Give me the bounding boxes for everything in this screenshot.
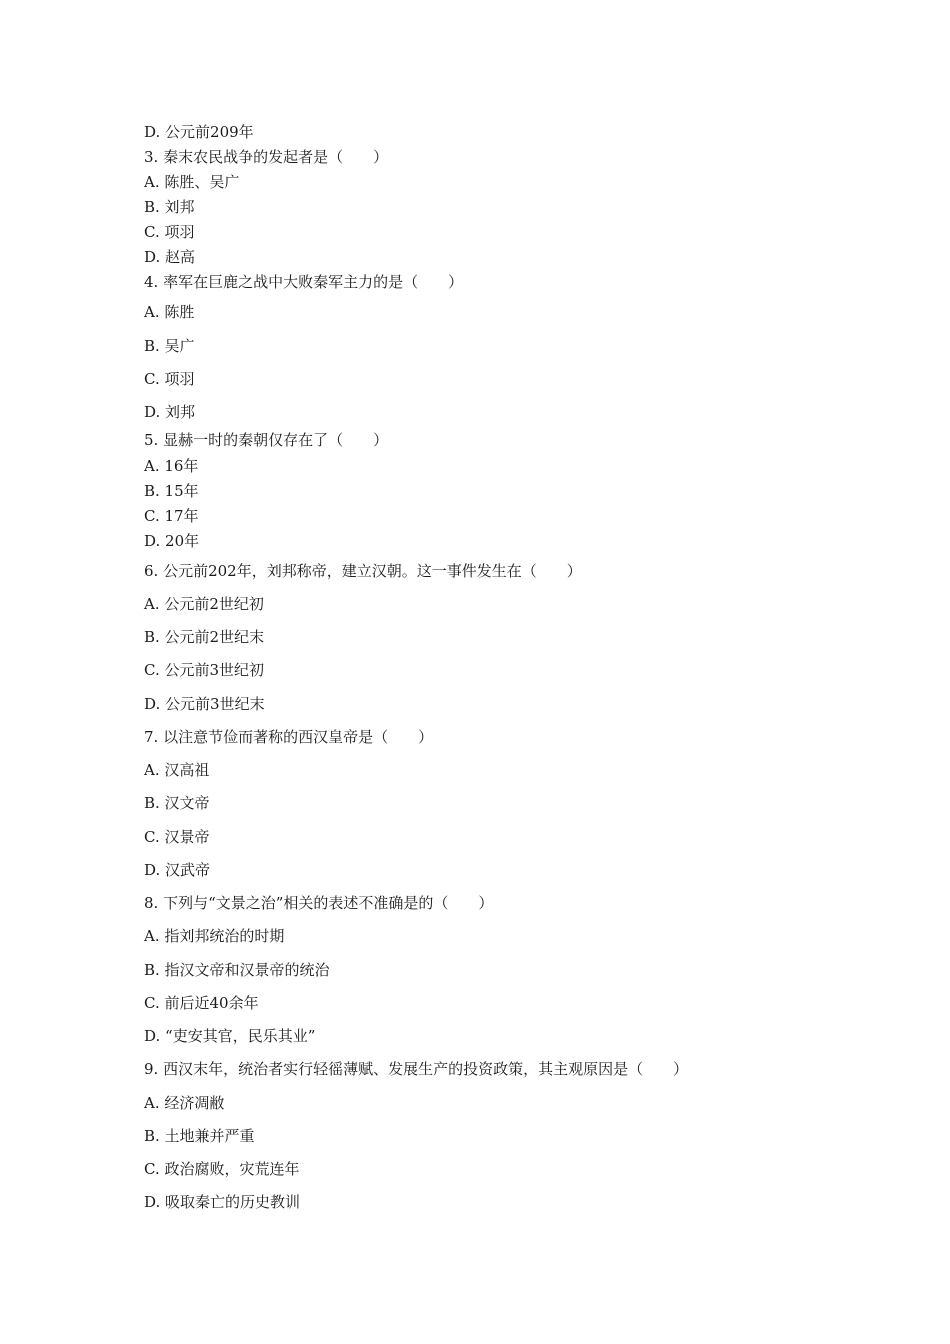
text-line: A. 16年 bbox=[144, 457, 199, 475]
text-line: B. 土地兼并严重 bbox=[144, 1127, 255, 1145]
text-line: C. 汉景帝 bbox=[144, 828, 210, 846]
text-line: D. 公元前209年 bbox=[144, 123, 254, 141]
question-line: 6. 公元前202年，刘邦称帝，建立汉朝。这一事件发生在（ ） bbox=[144, 562, 582, 580]
text-line: A. 汉高祖 bbox=[144, 761, 210, 779]
text-line: A. 指刘邦统治的时期 bbox=[144, 927, 285, 945]
text-line: C. 项羽 bbox=[144, 223, 195, 241]
text-line: D. 20年 bbox=[144, 532, 200, 550]
text-line: A. 经济凋敝 bbox=[144, 1094, 225, 1112]
text-line: D. 刘邦 bbox=[144, 403, 196, 421]
question-line: 5. 显赫一时的秦朝仅存在了（ ） bbox=[144, 431, 389, 449]
text-line: B. 吴广 bbox=[144, 337, 195, 355]
text-line: C. 政治腐败，灾荒连年 bbox=[144, 1160, 300, 1178]
text-line: D. 赵高 bbox=[144, 248, 196, 266]
text-line: C. 项羽 bbox=[144, 370, 195, 388]
text-line: B. 15年 bbox=[144, 482, 199, 500]
text-line: D. 公元前3世纪末 bbox=[144, 695, 265, 713]
text-line: D. “吏安其官，民乐其业” bbox=[144, 1027, 316, 1045]
question-line: 3. 秦末农民战争的发起者是（ ） bbox=[144, 148, 389, 166]
text-line: A. 公元前2世纪初 bbox=[144, 595, 264, 613]
text-line: A. 陈胜 bbox=[144, 303, 195, 321]
text-line: D. 吸取秦亡的历史教训 bbox=[144, 1193, 301, 1211]
text-line: B. 指汉文帝和汉景帝的统治 bbox=[144, 961, 330, 979]
text-line: B. 公元前2世纪末 bbox=[144, 628, 265, 646]
text-line: B. 刘邦 bbox=[144, 198, 195, 216]
text-line: B. 汉文帝 bbox=[144, 794, 210, 812]
text-line: D. 汉武帝 bbox=[144, 861, 211, 879]
question-line: 8. 下列与“文景之治”相关的表述不准确是的（ ） bbox=[144, 894, 494, 912]
text-line: C. 17年 bbox=[144, 507, 199, 525]
question-line: 7. 以注意节俭而著称的西汉皇帝是（ ） bbox=[144, 728, 434, 746]
text-line: C. 公元前3世纪初 bbox=[144, 661, 265, 679]
text-line: A. 陈胜、吴广 bbox=[144, 173, 240, 191]
text-line: C. 前后近40余年 bbox=[144, 994, 259, 1012]
question-line: 4. 率军在巨鹿之战中大败秦军主力的是（ ） bbox=[144, 273, 464, 291]
question-line: 9. 西汉末年，统治者实行轻徭薄赋、发展生产的投资政策，其主观原因是（ ） bbox=[144, 1060, 689, 1078]
